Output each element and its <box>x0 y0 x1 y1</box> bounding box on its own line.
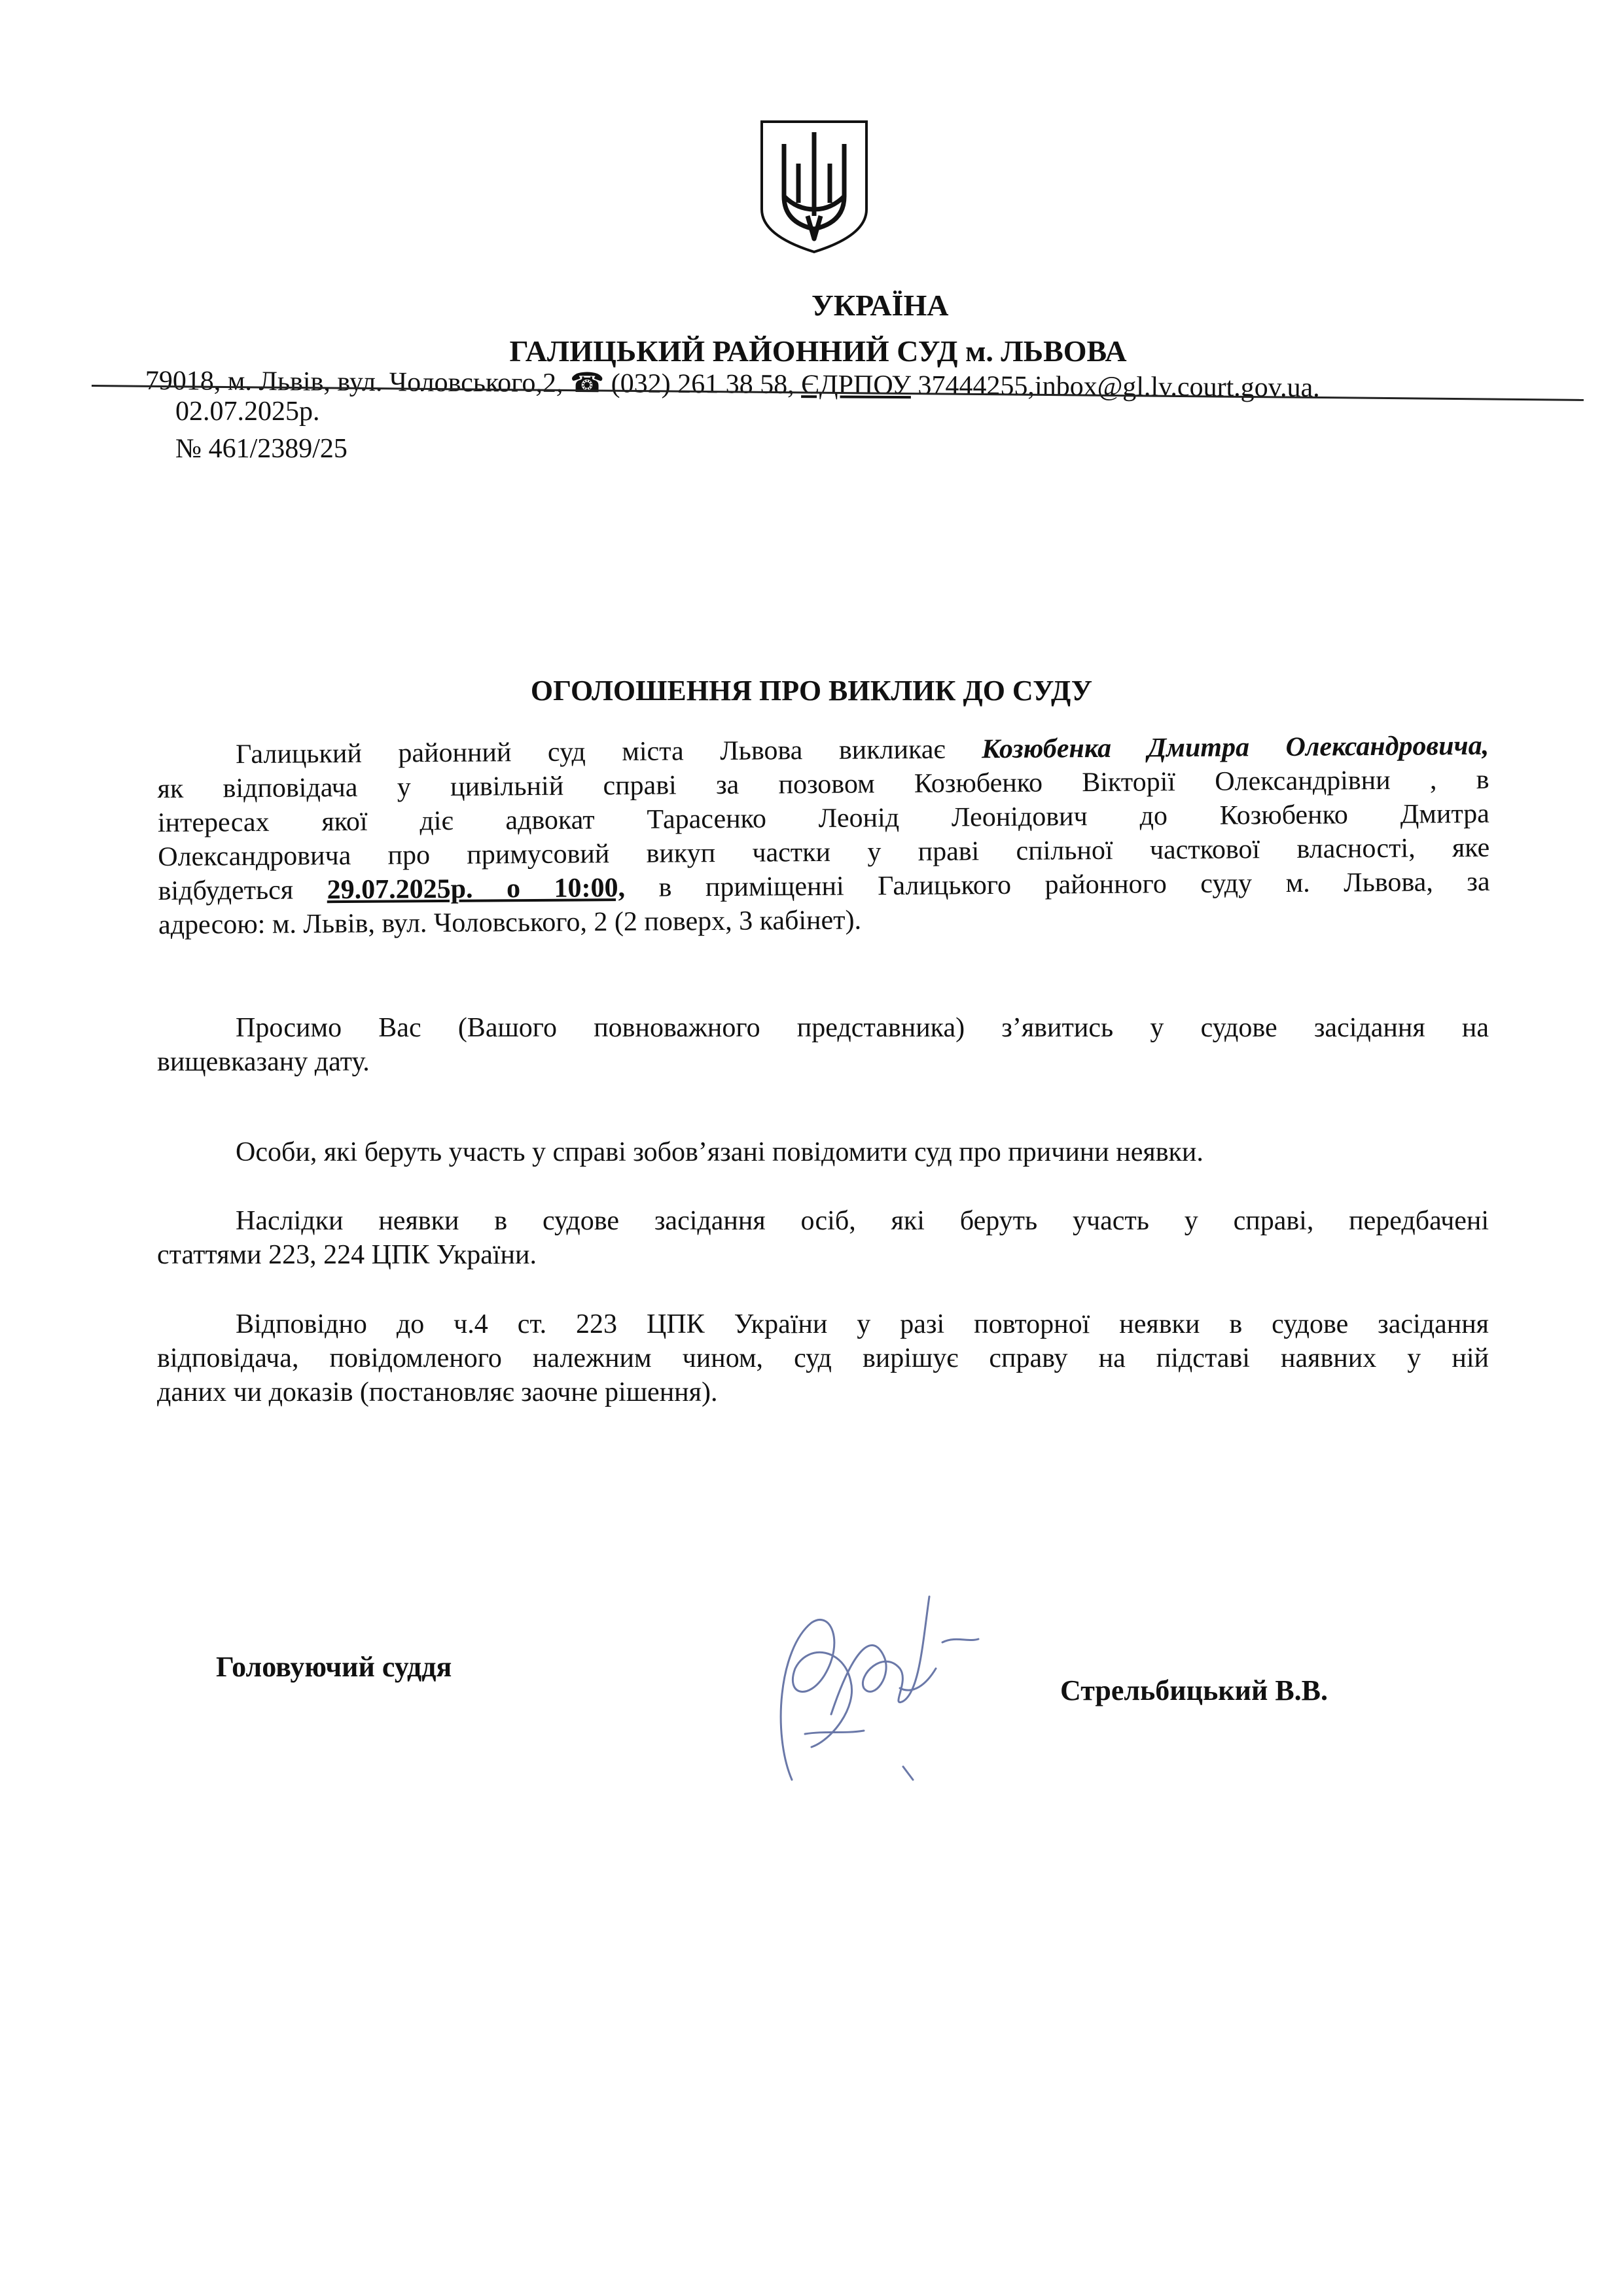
obligation-line: Особи, які беруть участь у справі зобов’язані повідомити суд про причини неявки. <box>236 1137 1204 1167</box>
court-name: ГАЛИЦЬКИЙ РАЙОННИЙ СУД м. ЛЬВОВА <box>509 334 1127 368</box>
court-phone: (032) 261 38 58 <box>611 368 788 400</box>
summons-intro: Галицький районний суд міста Львова викликає <box>236 734 982 770</box>
paragraph-summons <box>157 729 1490 942</box>
consequences-line: Наслідки неявки в судове засідання осіб, які беруть участь у справі, передбачені <box>236 1206 1489 1236</box>
consequences-line: статтями 223, 224 ЦПК України. <box>157 1240 537 1270</box>
paragraph-default-judgment <box>157 1307 1489 1409</box>
default-line: Відповідно до ч.4 ст. 223 ЦПК України у разі повторної неявки в судове засідання <box>236 1309 1489 1339</box>
paragraph-consequences <box>157 1204 1489 1272</box>
case-number: № 461/2389/25 <box>175 434 348 464</box>
edrpou-label: ЄДРПОУ <box>801 370 912 401</box>
summons-line: відбудеться <box>158 875 327 906</box>
hearing-datetime: 29.07.2025р. о 10:00, <box>327 873 626 906</box>
summons-line: Олександровича про примусовий викуп частки у праві спільної часткової власності, яке <box>158 832 1490 872</box>
paragraph-obligation <box>157 1135 1489 1169</box>
country-name: УКРАЇНА <box>812 289 949 322</box>
request-line: Просимо Вас (Вашого повноважного представника) з’явитись у судове засідання на <box>236 1013 1489 1043</box>
document-date: 02.07.2025р. <box>175 397 320 427</box>
default-line: відповідача, повідомленого належним чином, суд вирішує справу на підставі наявних у ній <box>157 1343 1489 1373</box>
document-title: ОГОЛОШЕННЯ ПРО ВИКЛИК ДО СУДУ <box>530 675 1093 707</box>
phone-icon: ☎ <box>569 368 605 399</box>
edrpou-and-email: 37444255,inbox@gl.lv.court.gov.ua. <box>910 370 1320 403</box>
signature-mark <box>733 1570 982 1793</box>
court-address: 79018, м. Львів, вул. Чоловського,2, <box>145 365 563 398</box>
summons-line: як відповідача у цивільній справі за позовом Козюбенко Вікторії Олександрівни , в <box>157 764 1489 804</box>
summons-line: адресою: м. Львів, вул. Чоловського, 2 (2 поверх, 3 кабінет). <box>158 905 862 940</box>
coat-of-arms-icon <box>758 118 870 255</box>
request-line: вищевказану дату. <box>157 1047 370 1077</box>
judge-name: Стрельбицький В.В. <box>1060 1674 1329 1706</box>
court-contacts: 79018, м. Львів, вул. Чоловського,2, ☎ (032) 261 38 58, ЄДРПОУ 37444255,inbox@gl.lv.court.gov.ua. <box>145 365 1320 403</box>
paragraph-request <box>157 1011 1489 1079</box>
default-line: даних чи доказів (постановляє заочне рішення). <box>157 1377 718 1407</box>
summons-line: інтересах якої діє адвокат Тарасенко Леонід Леонідович до Козюбенко Дмитра <box>157 798 1490 838</box>
judge-role: Головуючий суддя <box>216 1651 452 1683</box>
defendant-name: Козюбенка Дмитра Олександровича, <box>981 730 1489 765</box>
summons-line: в приміщенні Галицького районного суду м. Львова, за <box>624 866 1490 904</box>
